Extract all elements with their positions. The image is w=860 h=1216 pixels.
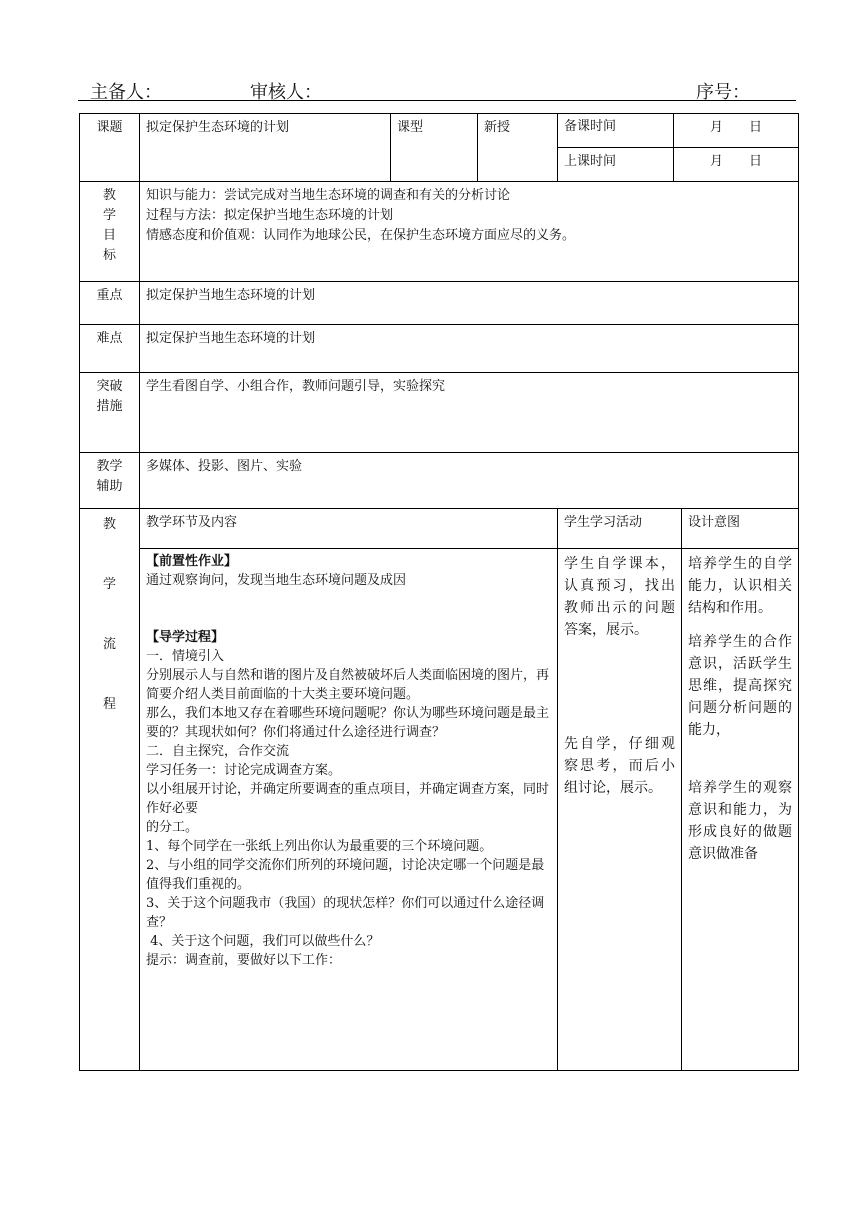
content-line: 2、与小组的同学交流你们所列的环境问题，讨论决定哪一个问题是最值得我们重视的。	[146, 858, 545, 892]
process-label-char: 教	[102, 517, 116, 532]
measures-value: 学生看图自学、小组合作，教师问题引导，实验探究	[140, 373, 799, 453]
document-header	[78, 78, 796, 101]
content-line: 那么，我们本地又存在着哪些环境问题呢？你认为哪些环境问题是最主要的？其现状如何？你们将通过什么途径进行调查？	[146, 706, 550, 740]
reviewer-label: 审核人：	[250, 82, 322, 103]
prep-time-value: 月 日	[674, 114, 799, 148]
process-label-char: 程	[102, 697, 116, 712]
content-line: 以小组展开讨论，并确定所要调查的重点项目，并确定调查方案，同时作好必要	[146, 782, 550, 816]
key-point-label: 重点	[80, 282, 140, 325]
guide-title: 【导学过程】	[146, 630, 225, 645]
process-label-char: 学	[102, 577, 116, 592]
prework-text: 通过观察询问，发现当地生态环境问题及成因	[146, 573, 407, 588]
goals-label-char: 学	[102, 208, 116, 223]
content-line: 分别展示人与自然和谐的图片及自然被破坏后人类面临困境的图片，再简要介绍人类目前面临的十大类主要环境问题。	[146, 668, 550, 702]
class-time-value: 月 日	[674, 148, 799, 182]
content-line: 一．情境引入	[146, 649, 225, 664]
teaching-goals-label	[80, 182, 140, 282]
topic-value: 拟定保护生态环境的计划	[140, 114, 391, 182]
prep-time-label: 备课时间	[558, 114, 674, 148]
lesson-plan-table	[79, 113, 799, 1071]
goal-attitude: 情感态度和价值观：认同作为地球公民，在保护生态环境方面应尽的义务。	[146, 228, 576, 243]
process-content-header: 教学环节及内容	[140, 509, 558, 549]
content-line: 1、每个同学在一张纸上列出你认为最重要的三个环境问题。	[146, 839, 493, 854]
activity-text: 学生自学课本，认真预习，找出教师出示的问题答案，展示。	[564, 556, 675, 638]
student-activity	[558, 549, 682, 1071]
goal-knowledge: 知识与能力：尝试完成对当地生态环境的调查和有关的分析讨论	[146, 188, 511, 203]
difficulty-label: 难点	[80, 325, 140, 373]
content-line: 4、关于这个问题，我们可以做些什么？	[146, 934, 380, 949]
intent-text: 培养学生的自学能力，认识相关结构和作用。	[688, 556, 793, 616]
difficulty-value: 拟定保护当地生态环境的计划	[140, 325, 799, 373]
measures-label-line: 措施	[96, 399, 123, 414]
goal-process: 过程与方法：拟定保护当地生态环境的计划	[146, 208, 394, 223]
design-intent	[682, 549, 799, 1071]
class-time-label: 上课时间	[558, 148, 674, 182]
preparer-label: 主备人：	[90, 82, 162, 103]
content-line: 学习任务一：讨论完成调查方案。	[146, 763, 342, 778]
intent-text: 培养学生的合作意识，活跃学生思维，提高探究问题分析问题的能力，	[688, 634, 793, 738]
goals-label-char: 标	[102, 248, 116, 263]
topic-label: 课题	[80, 114, 140, 182]
process-intent-header: 设计意图	[682, 509, 799, 549]
content-line: 3、关于这个问题我市（我国）的现状怎样？你们可以通过什么途径调查？	[146, 896, 545, 930]
key-point-value: 拟定保护当地生态环境的计划	[140, 282, 799, 325]
process-label-char: 流	[102, 637, 116, 652]
aids-label	[80, 453, 140, 509]
aids-value: 多媒体、投影、图片、实验	[140, 453, 799, 509]
lesson-type-label: 课型	[391, 114, 478, 182]
teaching-goals-content	[140, 182, 799, 282]
process-content	[140, 549, 558, 1071]
prework-title: 【前置性作业】	[146, 554, 238, 569]
lesson-type-value: 新授	[478, 114, 558, 182]
serial-number-label: 序号：	[696, 82, 750, 103]
goals-label-char: 教	[102, 188, 116, 203]
measures-label	[80, 373, 140, 453]
teaching-process-label	[80, 509, 140, 1071]
content-line: 的分工。	[146, 820, 199, 835]
aids-label-line: 教学	[96, 459, 123, 474]
content-line: 提示：调查前，要做好以下工作：	[146, 953, 342, 968]
aids-label-line: 辅助	[96, 479, 123, 494]
process-activity-header: 学生学习活动	[558, 509, 682, 549]
goals-label-char: 目	[102, 228, 116, 243]
intent-text: 培养学生的观察意识和能力，为形成良好的做题意识做准备	[688, 780, 793, 862]
content-line: 二．自主探究，合作交流	[146, 744, 290, 759]
measures-label-line: 突破	[96, 379, 123, 394]
activity-text: 先自学，仔细观察思考，而后小组讨论，展示。	[564, 736, 675, 796]
